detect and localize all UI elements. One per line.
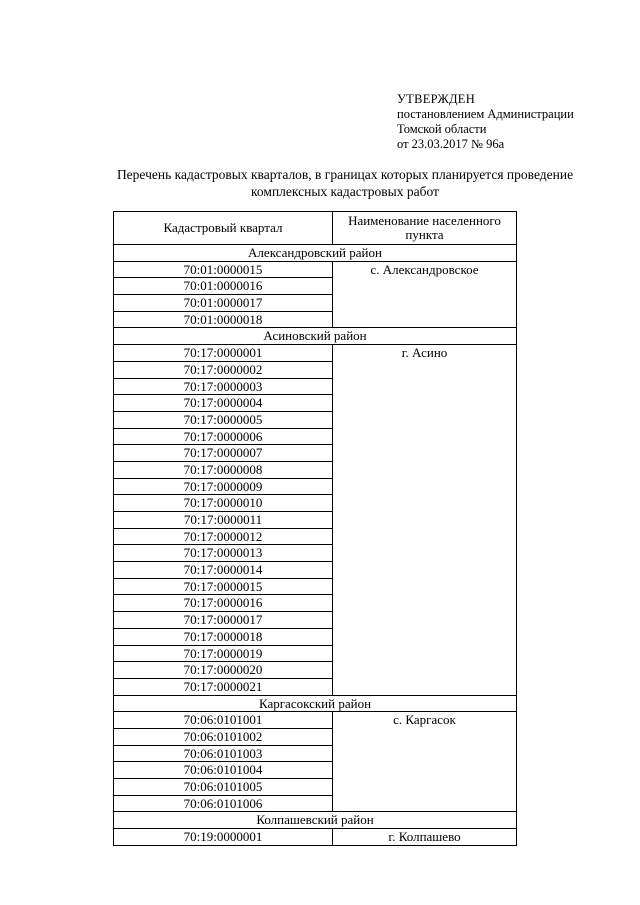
table-row bbox=[114, 261, 517, 278]
district-row bbox=[114, 328, 517, 345]
cadastral-quarter-cell: 70:06:0101001 bbox=[114, 712, 333, 729]
cadastral-quarter-cell: 70:17:0000005 bbox=[114, 411, 333, 428]
approval-heading: УТВЕРЖДЕН bbox=[397, 92, 476, 106]
approval-line-2: Томской области bbox=[397, 122, 487, 136]
cadastral-quarter-cell: 70:17:0000020 bbox=[114, 662, 333, 679]
cadastral-quarter-cell: 70:17:0000014 bbox=[114, 562, 333, 579]
cadastral-quarter-cell: 70:06:0101006 bbox=[114, 795, 333, 812]
district-row bbox=[114, 812, 517, 829]
cadastral-quarter-cell: 70:17:0000010 bbox=[114, 495, 333, 512]
cadastral-quarter-cell: 70:17:0000001 bbox=[114, 345, 333, 362]
cadastral-quarter-cell: 70:01:0000016 bbox=[114, 278, 333, 295]
cadastral-quarter-cell: 70:06:0101005 bbox=[114, 779, 333, 796]
cadastral-quarter-cell: 70:17:0000011 bbox=[114, 512, 333, 529]
cadastral-quarters-table bbox=[113, 211, 517, 846]
cadastral-quarter-cell: 70:17:0000015 bbox=[114, 578, 333, 595]
cadastral-quarter-cell: 70:17:0000007 bbox=[114, 445, 333, 462]
cadastral-quarter-cell: 70:17:0000002 bbox=[114, 361, 333, 378]
cadastral-quarter-cell: 70:01:0000018 bbox=[114, 311, 333, 328]
title-line-1: Перечень кадастровых кварталов, в границах которых планируется проведение bbox=[116, 167, 574, 182]
cadastral-quarter-cell: 70:06:0101003 bbox=[114, 745, 333, 762]
district-row bbox=[114, 695, 517, 712]
table-header-row bbox=[114, 212, 517, 245]
district-name: Асиновский район bbox=[114, 328, 517, 345]
cadastral-quarter-cell: 70:17:0000003 bbox=[114, 378, 333, 395]
cadastral-quarter-cell: 70:17:0000021 bbox=[114, 678, 333, 695]
cadastral-quarter-cell: 70:17:0000012 bbox=[114, 528, 333, 545]
settlement-cell: с. Каргасок bbox=[333, 712, 517, 812]
cadastral-quarter-cell: 70:19:0000001 bbox=[114, 829, 333, 846]
settlement-cell: с. Александровское bbox=[333, 261, 517, 328]
table-row bbox=[114, 829, 517, 846]
settlement-cell: г. Асино bbox=[333, 345, 517, 695]
cadastral-quarter-cell: 70:17:0000004 bbox=[114, 395, 333, 412]
column-header-settlement: Наименование населенного пункта bbox=[333, 212, 517, 245]
cadastral-quarter-cell: 70:01:0000015 bbox=[114, 261, 333, 278]
column-header-quarter: Кадастровый квартал bbox=[114, 212, 333, 245]
cadastral-quarter-cell: 70:17:0000013 bbox=[114, 545, 333, 562]
cadastral-quarter-cell: 70:17:0000019 bbox=[114, 645, 333, 662]
district-name: Александровский район bbox=[114, 245, 517, 262]
cadastral-quarter-cell: 70:17:0000008 bbox=[114, 461, 333, 478]
settlement-cell: г. Колпашево bbox=[333, 829, 517, 846]
cadastral-quarter-cell: 70:17:0000009 bbox=[114, 478, 333, 495]
district-name: Каргасокский район bbox=[114, 695, 517, 712]
approval-line-1: постановлением Администрации bbox=[397, 107, 574, 121]
district-name: Колпашевский район bbox=[114, 812, 517, 829]
cadastral-quarter-cell: 70:17:0000016 bbox=[114, 595, 333, 612]
cadastral-quarter-cell: 70:17:0000006 bbox=[114, 428, 333, 445]
table-row bbox=[114, 345, 517, 362]
table-row bbox=[114, 712, 517, 729]
district-row bbox=[114, 245, 517, 262]
approval-stamp bbox=[397, 92, 574, 152]
cadastral-quarter-cell: 70:17:0000017 bbox=[114, 612, 333, 629]
title-line-2: комплексных кадастровых работ bbox=[251, 184, 439, 199]
document-title bbox=[95, 166, 595, 200]
cadastral-quarter-cell: 70:06:0101004 bbox=[114, 762, 333, 779]
cadastral-quarter-cell: 70:17:0000018 bbox=[114, 628, 333, 645]
cadastral-quarter-cell: 70:06:0101002 bbox=[114, 728, 333, 745]
approval-line-3: от 23.03.2017 № 96а bbox=[397, 137, 505, 151]
cadastral-quarter-cell: 70:01:0000017 bbox=[114, 295, 333, 312]
